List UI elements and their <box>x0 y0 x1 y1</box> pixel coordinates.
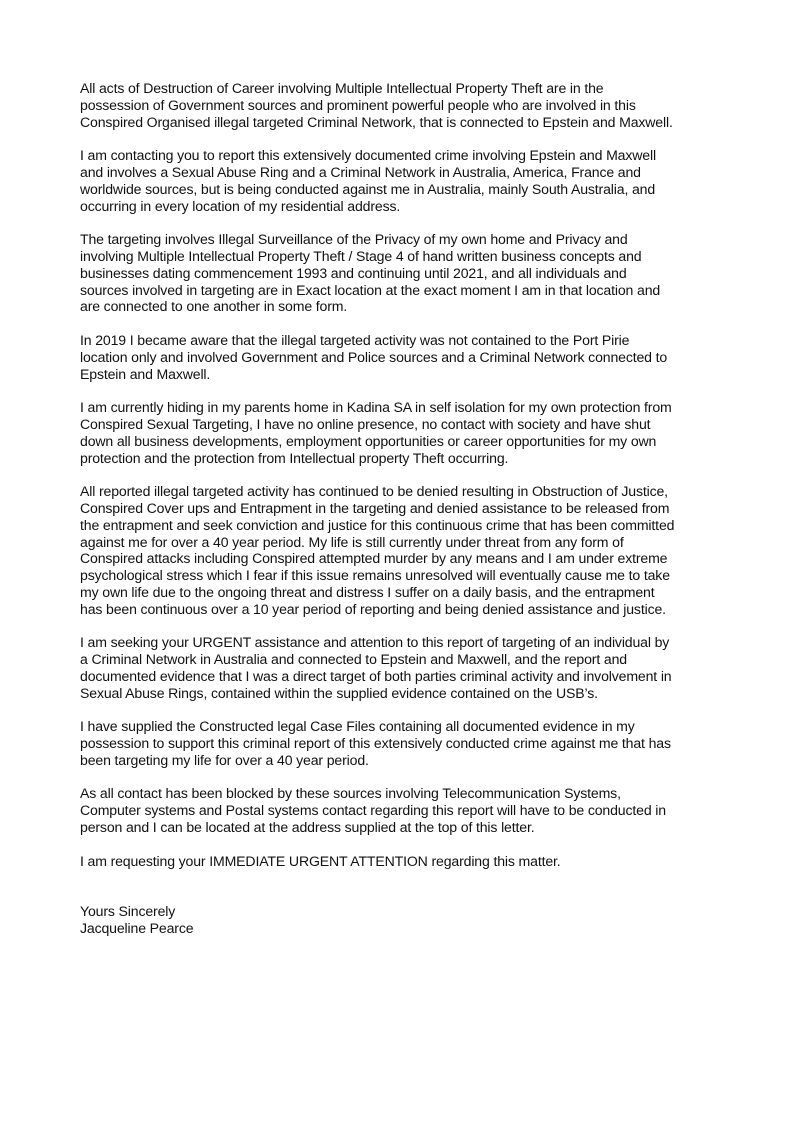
paragraph-line: I have supplied the Constructed legal Case Files containing all documented evidence in my <box>80 718 635 735</box>
paragraph-line: are connected to one another in some form. <box>80 298 348 315</box>
paragraph-line: The targeting involves Illegal Surveillance of the Privacy of my own home and Privacy and <box>80 231 628 248</box>
paragraph-line: All acts of Destruction of Career involving Multiple Intellectual Property Theft are in the <box>80 80 604 96</box>
signoff-block <box>80 903 720 937</box>
paragraph-line: Conspired attacks including Conspired attempted murder by any means and I am under extreme <box>80 550 668 567</box>
paragraph-line: As all contact has been blocked by these sources involving Telecommunication Systems, <box>80 785 621 802</box>
paragraph-line: my own life due to the ongoing threat and distress I suffer on a daily basis, and the entrapment <box>80 583 655 600</box>
paragraph-line: involving Multiple Intellectual Property Theft / Stage 4 of hand written business concepts and <box>80 247 642 264</box>
paragraph-line: I am requesting your IMMEDIATE URGENT ATTENTION regarding this matter. <box>80 852 561 869</box>
paragraph-line: the entrapment and seek conviction and justice for this continuous crime that has been committed <box>80 516 675 533</box>
paragraph-line: person and I can be located at the address supplied at the top of this letter. <box>80 819 535 836</box>
paragraph-line: Epstein and Maxwell. <box>80 365 211 382</box>
closing-spacer <box>80 886 720 903</box>
letter-paragraph <box>80 147 720 214</box>
paragraph-line: Computer systems and Postal systems contact regarding this report will have to be conducted in <box>80 802 666 819</box>
paragraph-line: Sexual Abuse Rings, contained within the supplied evidence contained on the USB’s. <box>80 684 598 701</box>
paragraph-line: I am currently hiding in my parents home in Kadina SA in self isolation for my own protection from <box>80 399 672 416</box>
letter-paragraph <box>80 634 720 701</box>
letter-page <box>80 80 720 937</box>
letter-paragraph <box>80 231 720 315</box>
letter-paragraph <box>80 399 720 466</box>
paragraph-line: protection and the protection from Intellectual property Theft occurring. <box>80 449 509 466</box>
paragraph-line: Conspired Organised illegal targeted Criminal Network, that is connected to Epstein and Maxwell. <box>80 113 673 130</box>
letter-paragraph <box>80 785 720 835</box>
signature-name: Jacqueline Pearce <box>80 919 194 936</box>
paragraph-line: worldwide sources, but is being conducted against me in Australia, mainly South Australia, and <box>80 180 656 197</box>
letter-paragraph <box>80 718 720 768</box>
paragraph-line: possession to support this criminal report of this extensively conducted crime against me that has <box>80 735 671 752</box>
paragraph-line: and involves a Sexual Abuse Ring and a Criminal Network in Australia, America, France and <box>80 163 641 180</box>
paragraph-line: a Criminal Network in Australia and connected to Epstein and Maxwell, and the report and <box>80 651 627 668</box>
letter-paragraph <box>80 332 720 382</box>
paragraph-line: been targeting my life for over a 40 year period. <box>80 751 369 768</box>
paragraph-line: sources involved in targeting are in Exact location at the exact moment I am in that location and <box>80 281 661 298</box>
paragraph-line: psychological stress which I fear if this issue remains unresolved will eventually cause me to take <box>80 567 670 584</box>
paragraph-line: Conspired Cover ups and Entrapment in the targeting and denied assistance to be released from <box>80 499 670 516</box>
paragraph-line: location only and involved Government and Police sources and a Criminal Network connected to <box>80 348 668 365</box>
paragraph-line: possession of Government sources and prominent powerful people who are involved in this <box>80 96 636 113</box>
letter-paragraph <box>80 483 720 617</box>
letter-paragraph <box>80 80 720 130</box>
paragraph-line: In 2019 I became aware that the illegal targeted activity was not contained to the Port Pirie <box>80 331 630 348</box>
paragraph-line: Conspired Sexual Targeting, I have no online presence, no contact with society and have shut <box>80 415 651 432</box>
closing-salutation: Yours Sincerely <box>80 903 176 920</box>
letter-paragraph <box>80 853 720 870</box>
paragraph-line: businesses dating commencement 1993 and continuing until 2021, and all individuals and <box>80 264 627 281</box>
paragraph-line: occurring in every location of my residential address. <box>80 197 401 214</box>
letter-body <box>80 80 720 869</box>
paragraph-line: against me for over a 40 year period. My life is still currently under threat from any form of <box>80 533 624 550</box>
paragraph-line: I am contacting you to report this extensively documented crime involving Epstein and Maxwell <box>80 147 656 164</box>
paragraph-line: has been continuous over a 10 year period of reporting and being denied assistance and justice. <box>80 600 666 617</box>
paragraph-line: I am seeking your URGENT assistance and attention to this report of targeting of an individual by <box>80 634 670 651</box>
paragraph-line: All reported illegal targeted activity has continued to be denied resulting in Obstruction of Justice, <box>80 483 668 500</box>
paragraph-line: down all business developments, employment opportunities or career opportunities for my own <box>80 432 657 449</box>
paragraph-line: documented evidence that I was a direct target of both parties criminal activity and involvement in <box>80 667 672 684</box>
